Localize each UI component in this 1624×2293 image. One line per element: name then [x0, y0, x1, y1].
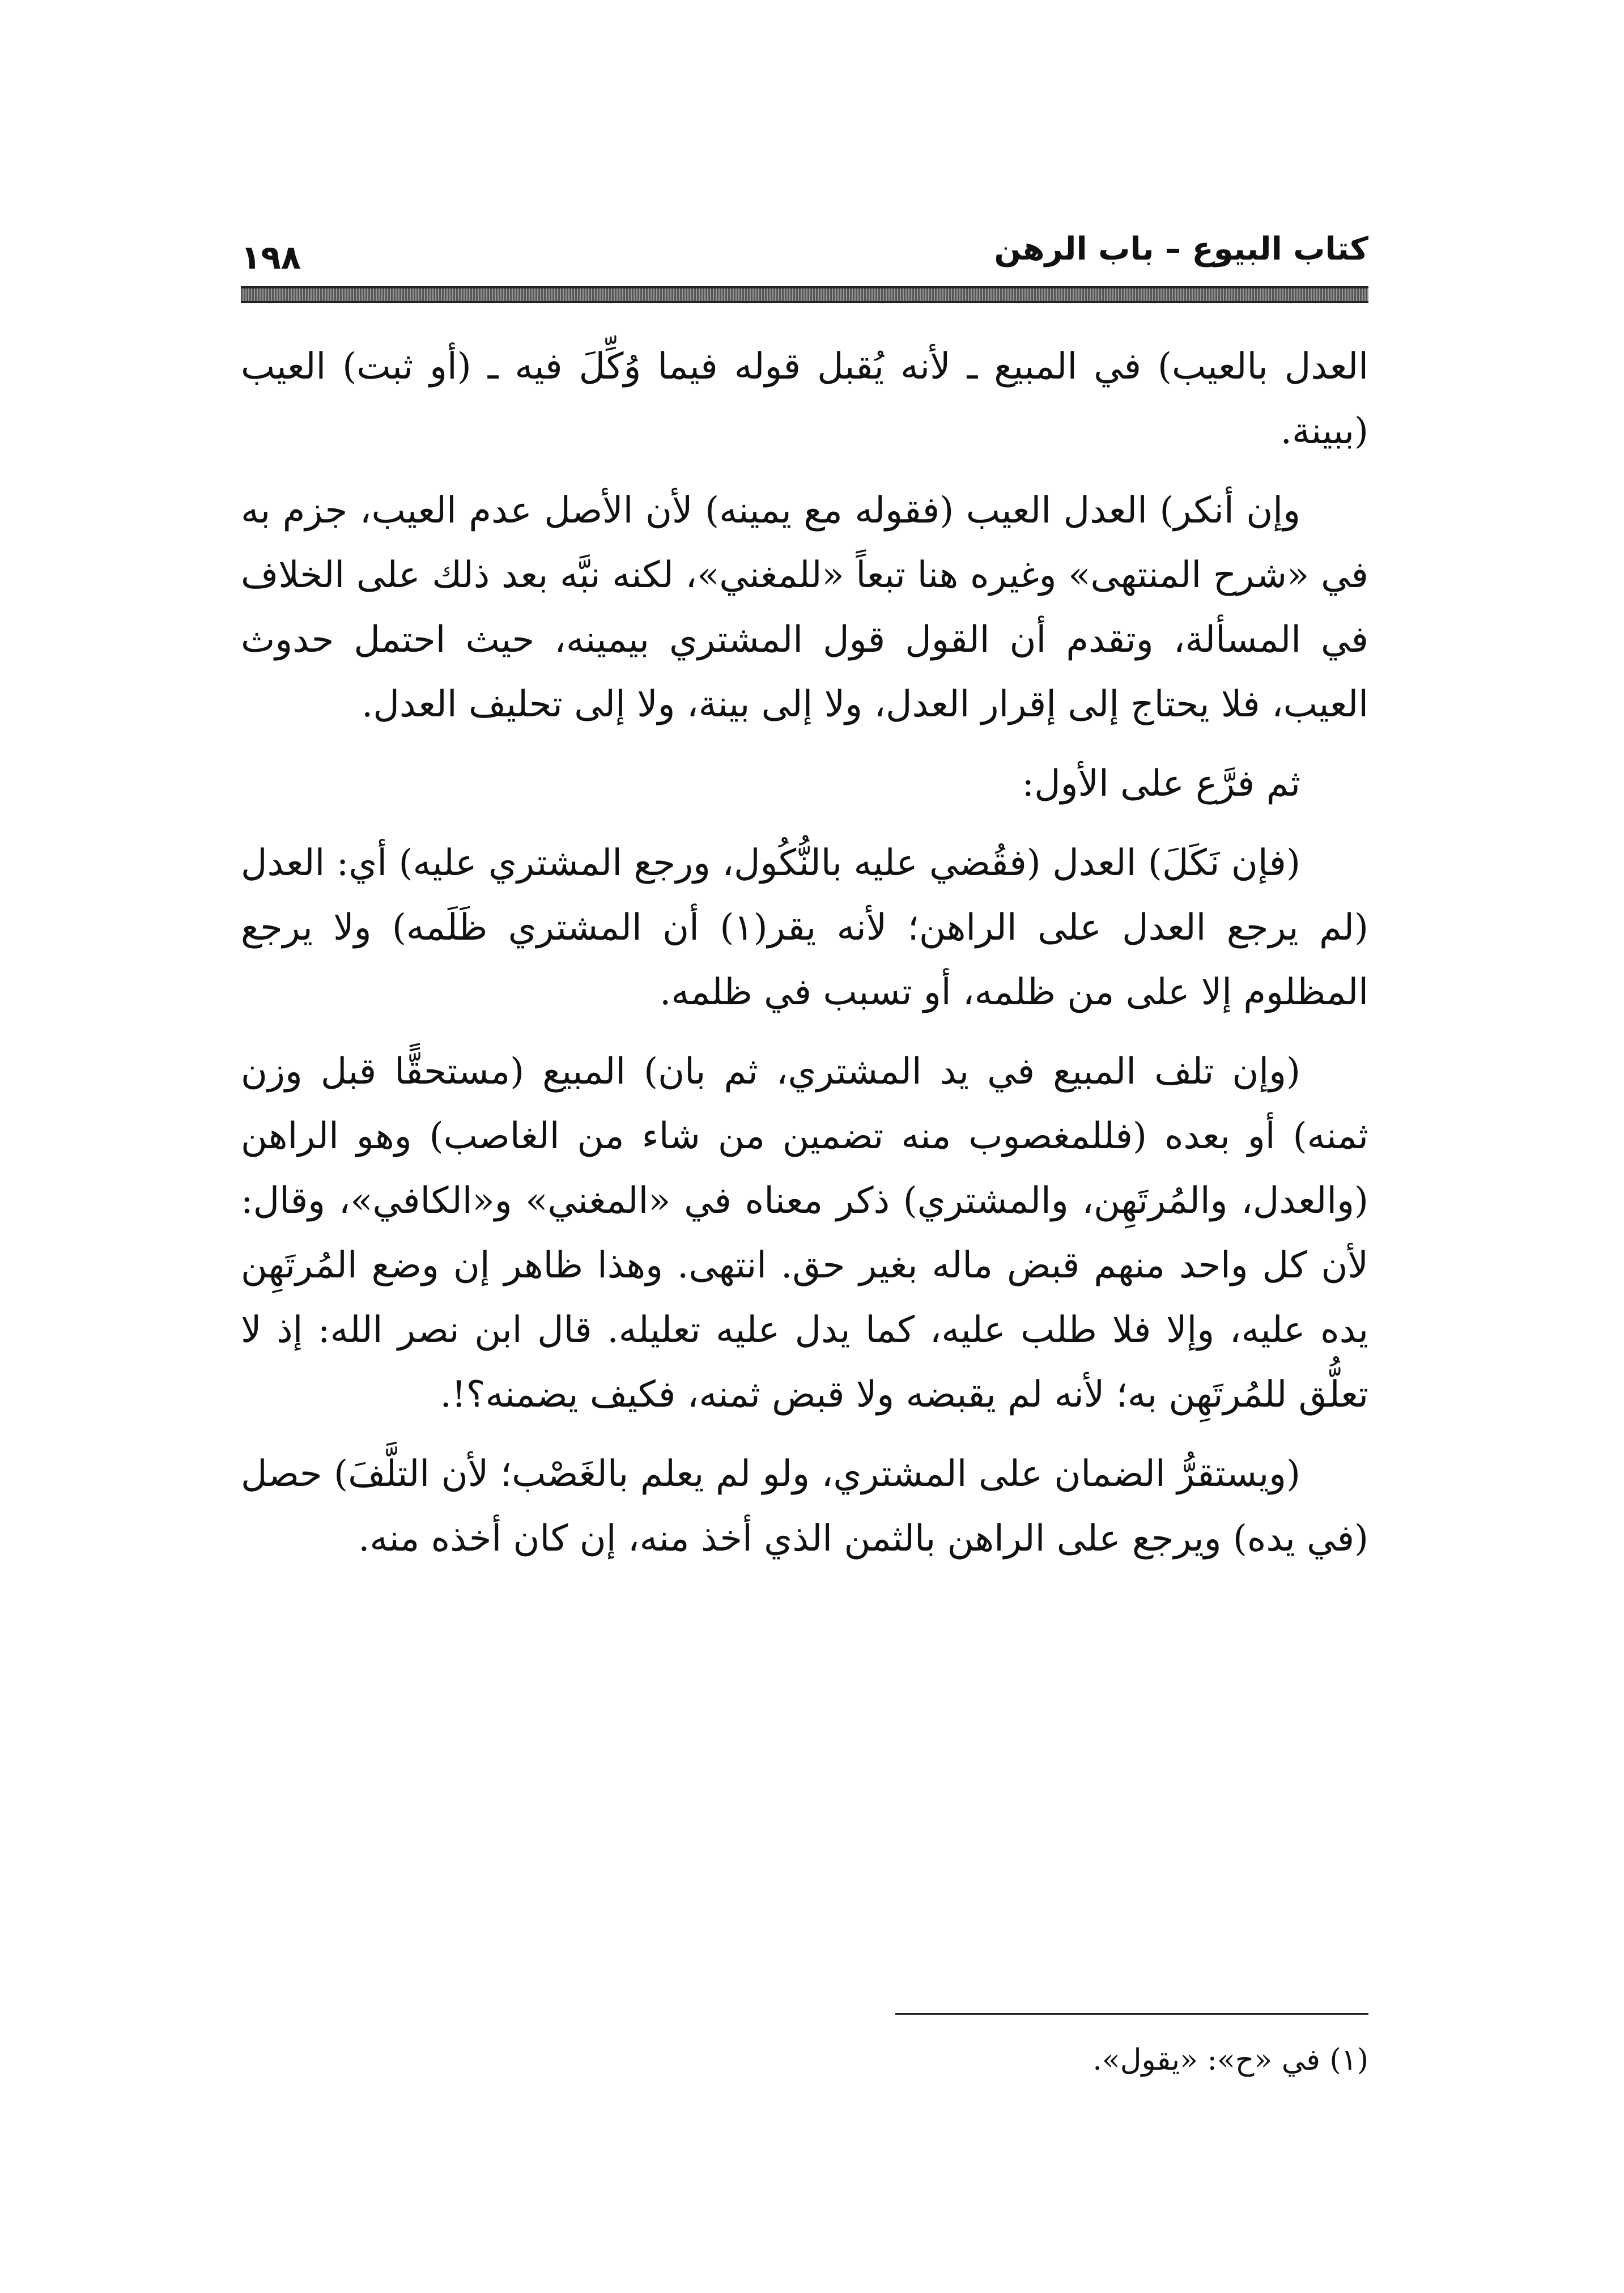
header-rule	[241, 286, 1368, 303]
paragraph-6: (ويستقرُّ الضمان على المشتري، ولو لم يعلم بالغَصْب؛ لأن التلَّفَ) حصل (في يده) ويرجع على الراهن بالثمن الذي أخذ منه، إن كان أخذه منه.	[241, 1453, 1368, 1560]
paragraph-2: وإن أنكر) العدل العيب (فقوله مع يمينه) لأن الأصل عدم العيب، جزم به في «شرح المنتهى» وغيره هنا تبعاً «للمغني»، لكنه نبَّه بعد ذلك على الخلاف في المسألة، وتقدم أن القول قول المشتري بيمينه، حيث احتمل حدوث العيب، فلا يحتاج إلى إقرار العدل، ولا إلى بينة، ولا إلى تحليف العدل.	[241, 490, 1368, 725]
footnote: (١) في «ح»: «يقول».	[1092, 2043, 1368, 2077]
paragraph-4: (فإن نَكَلَ) العدل (فقُضي عليه بالنُّكُول، ورجع المشتري عليه) أي: العدل (لم يرجع العدل على الراهن؛ لأنه يقر(١) أن المشتري ظَلَمه) ولا يرجع المظلوم إلا على من ظلمه، أو تسبب في ظلمه.	[241, 842, 1369, 1013]
paragraph-3: ثم فرَّع على الأول:	[1022, 763, 1300, 805]
footnote-rule	[895, 2013, 1368, 2015]
page-number: ١٩٨	[241, 238, 301, 277]
body-text	[241, 334, 1368, 1586]
paragraph-5: (وإن تلف المبيع في يد المشتري، ثم بان) المبيع (مستحقًّا قبل وزن ثمنه) أو بعده (فللمغصوب منه تضمين من شاء من الغاصب) وهو الراهن (والعدل، والمُرتَهِن، والمشتري) ذكر معناه في «المغني» و«الكافي»، وقال: لأن كل واحد منهم قبض ماله بغير حق. انتهى. وهذا ظاهر إن وضع المُرتَهِن يده عليه، وإلا فلا طلب عليه، كما يدل عليه تعليله. قال ابن نصر الله: إذ لا تعلُّق للمُرتَهِن به؛ لأنه لم يقبضه ولا قبض ثمنه، فكيف يضمنه؟!.	[241, 1051, 1369, 1416]
running-header	[241, 224, 1368, 286]
running-title: كتاب البيوع – باب الرهن	[994, 231, 1368, 267]
paragraph-1: العدل بالعيب) في المبيع ـ لأنه يُقبل قوله فيما وُكِّلَ فيه ـ (أو ثبت) العيب (ببينة.	[241, 346, 1369, 452]
